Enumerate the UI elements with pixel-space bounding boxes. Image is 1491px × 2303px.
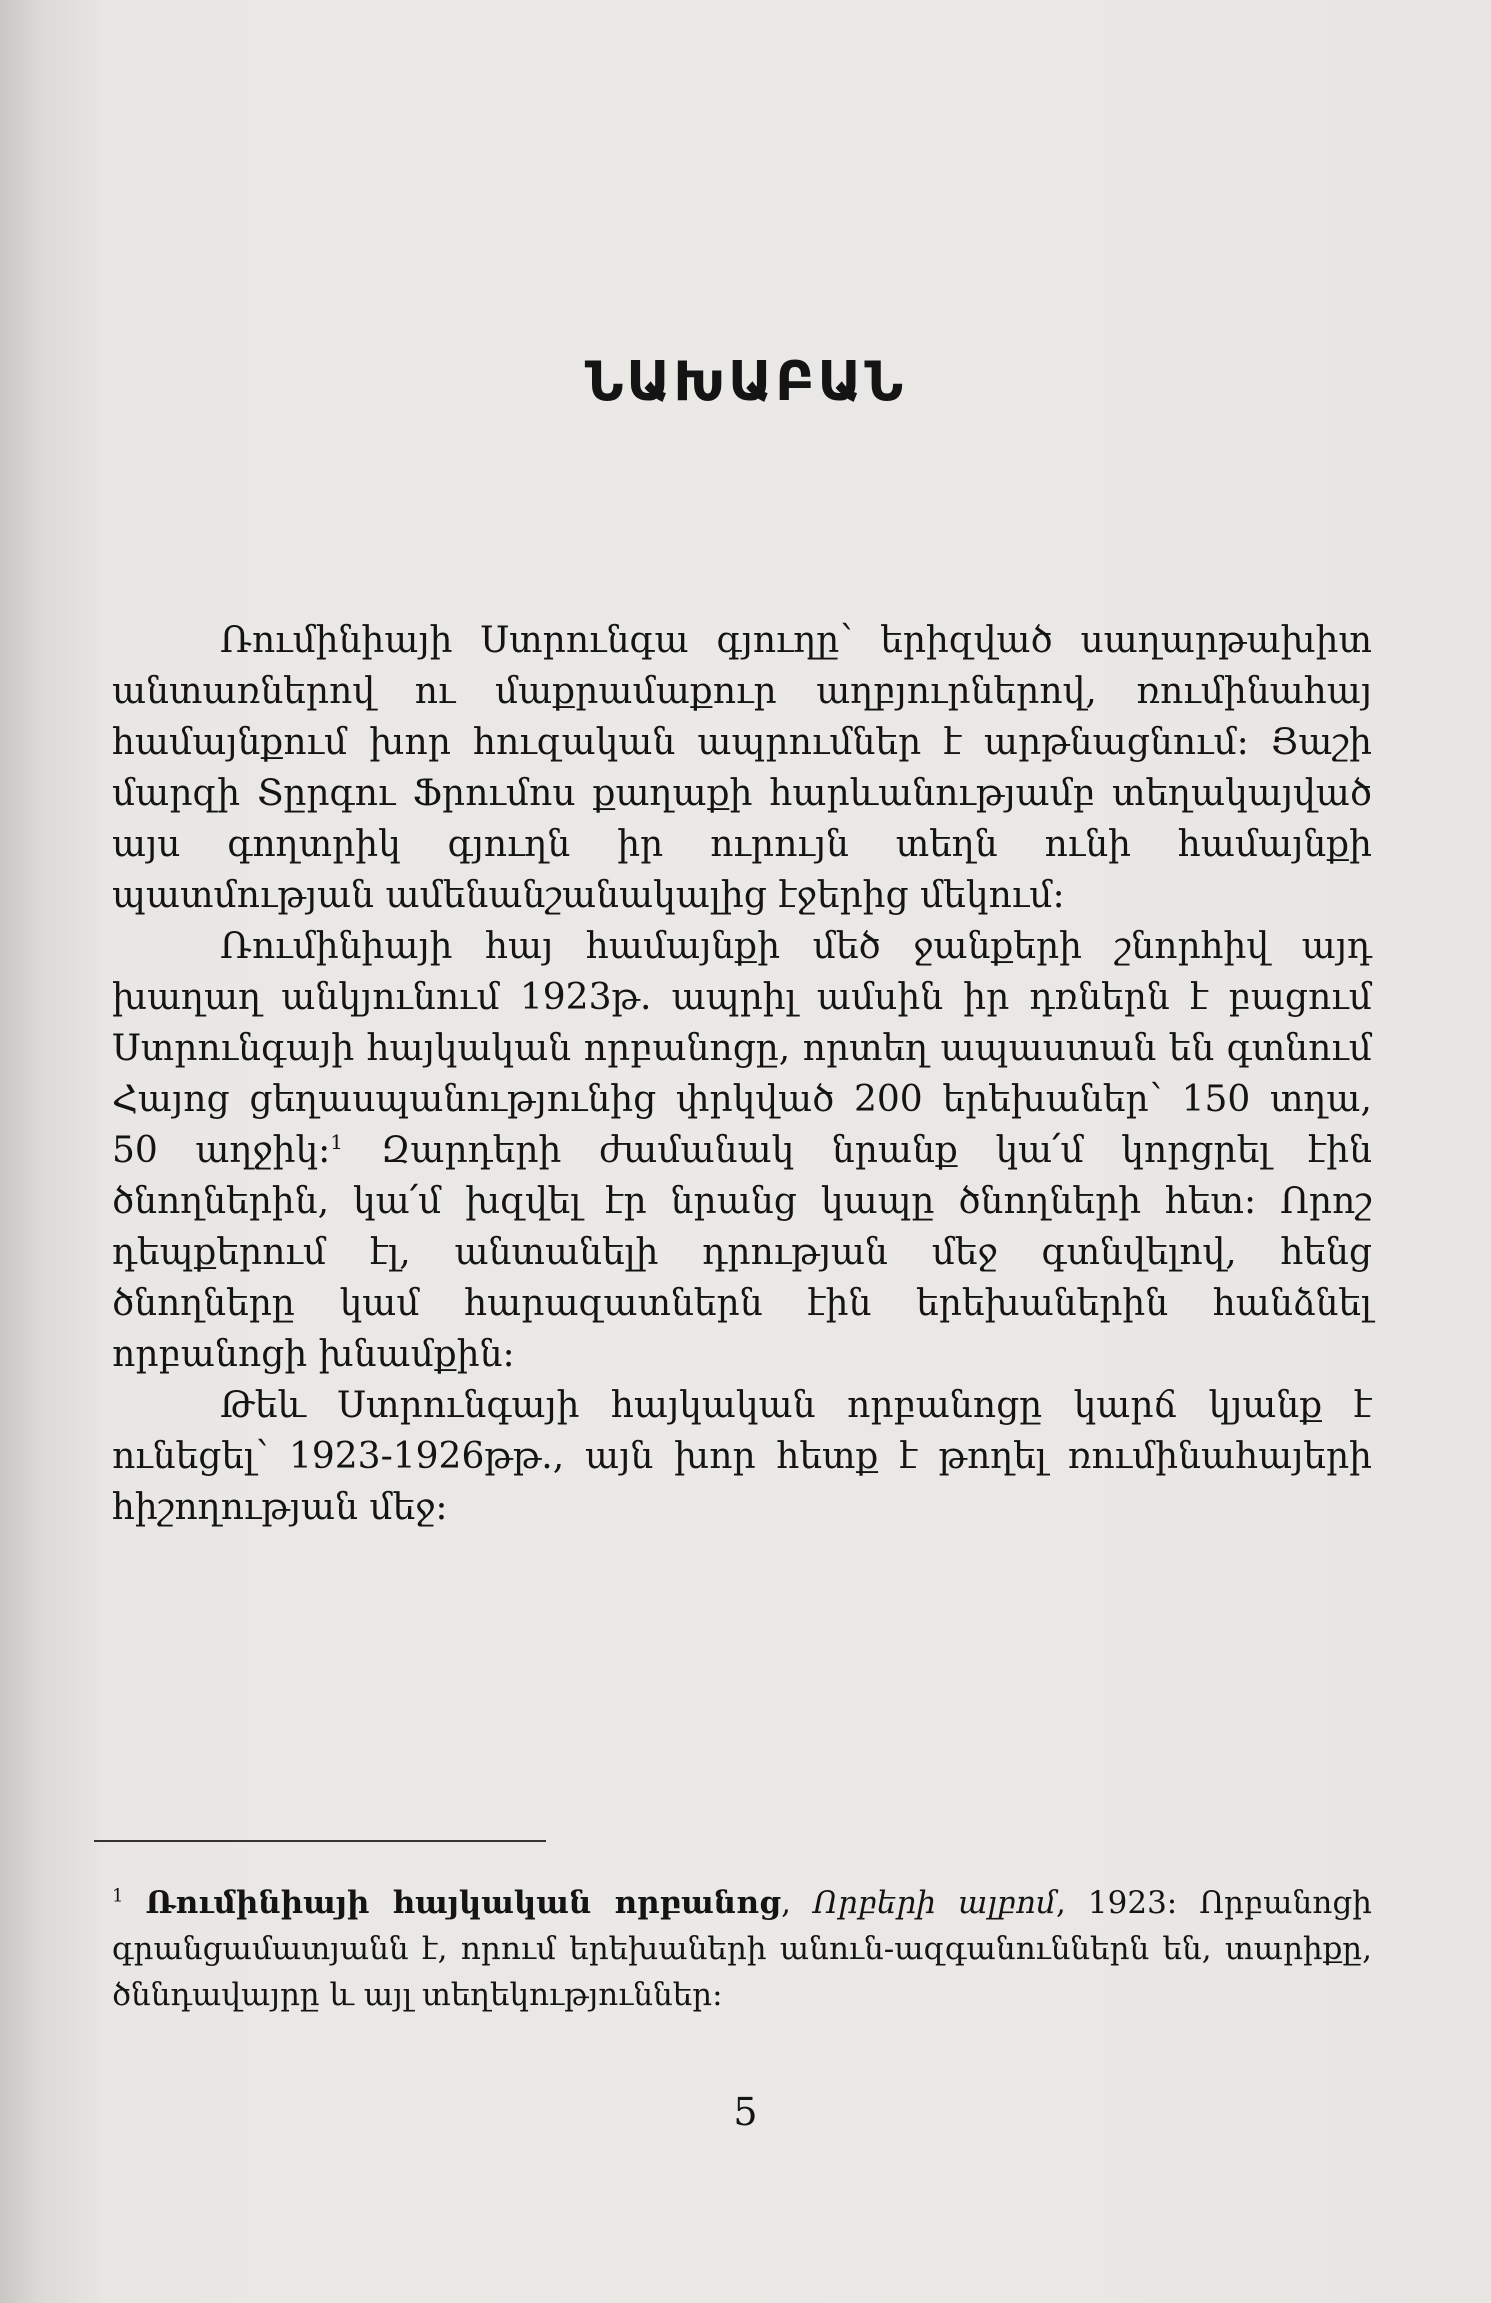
- footnote-separator: ,: [781, 1885, 813, 1921]
- paragraph-1: Ռումինիայի Ստրունգա գյուղը՝ երիզված սաղարթախիտ անտառներով ու մաքրամաքուր աղբյուրներով, ռումինահայ համայնքում խոր հուզական ապրումներ է արթնացնում: Յաշի մարզի Տըրգու Ֆրումոս քաղաքի հարևանությամբ տեղակայված այս գողտրիկ գյուղն իր ուրույն տեղն ունի համայնքի պատմության ամենանշանակալից էջերից մեկում:: [112, 620, 1372, 916]
- footnote-source: Որբերի ալբոմ: [812, 1885, 1057, 1921]
- body-text: [112, 615, 1372, 1533]
- paragraph-2-part-1: Ռումինիայի հայ համայնքի մեծ ջանքերի շնորհիվ այդ խաղաղ անկյունում 1923թ. ապրիլ ամսին իր դռներն է բացում Ստրունգայի հայկական որբանոցը, որտեղ ապաստան են գտնում Հայոց ցեղասպանությունից փրկված 200 երեխաներ՝ 150 տղա, 50 աղջիկ:: [112, 926, 1372, 1171]
- paragraph-3: Թեև Ստրունգայի հայկական որբանոցը կարճ կյանք է ունեցել՝ 1923-1926թթ., այն խոր հետք է թողել ռումինահայերի հիշողության մեջ:: [112, 1385, 1372, 1528]
- chapter-heading: ՆԱԽԱԲԱՆ: [584, 350, 907, 413]
- footnote-divider: [94, 1840, 546, 1842]
- footnote-title: Ռումինիայի հայկական որբանոց: [145, 1885, 782, 1921]
- page-number: 5: [733, 2090, 758, 2134]
- paragraph-2: [112, 921, 1372, 1380]
- footnote-reference: 1: [330, 1130, 343, 1154]
- footnote: [112, 1880, 1372, 2018]
- paragraph-2-part-2: Զարդերի ժամանակ նրանք կա՛մ կորցրել էին ծնողներին, կա՛մ խզվել էր նրանց կապը ծնողների հետ: Որոշ դեպքերում էլ, անտանելի դրության մեջ գտնվելով, հենց ծնողները կամ հարազատներն էին երեխաներին հանձնել որբանոցի խնամքին:: [112, 1130, 1373, 1375]
- footnote-marker: 1: [112, 1885, 124, 1907]
- footnote-text: , 1923: Որբանոցի գրանցամատյանն է, որում երեխաների անուն-ազգանուններն են, տարիքը, ծննդավայրը և այլ տեղեկություններ:: [112, 1885, 1372, 2013]
